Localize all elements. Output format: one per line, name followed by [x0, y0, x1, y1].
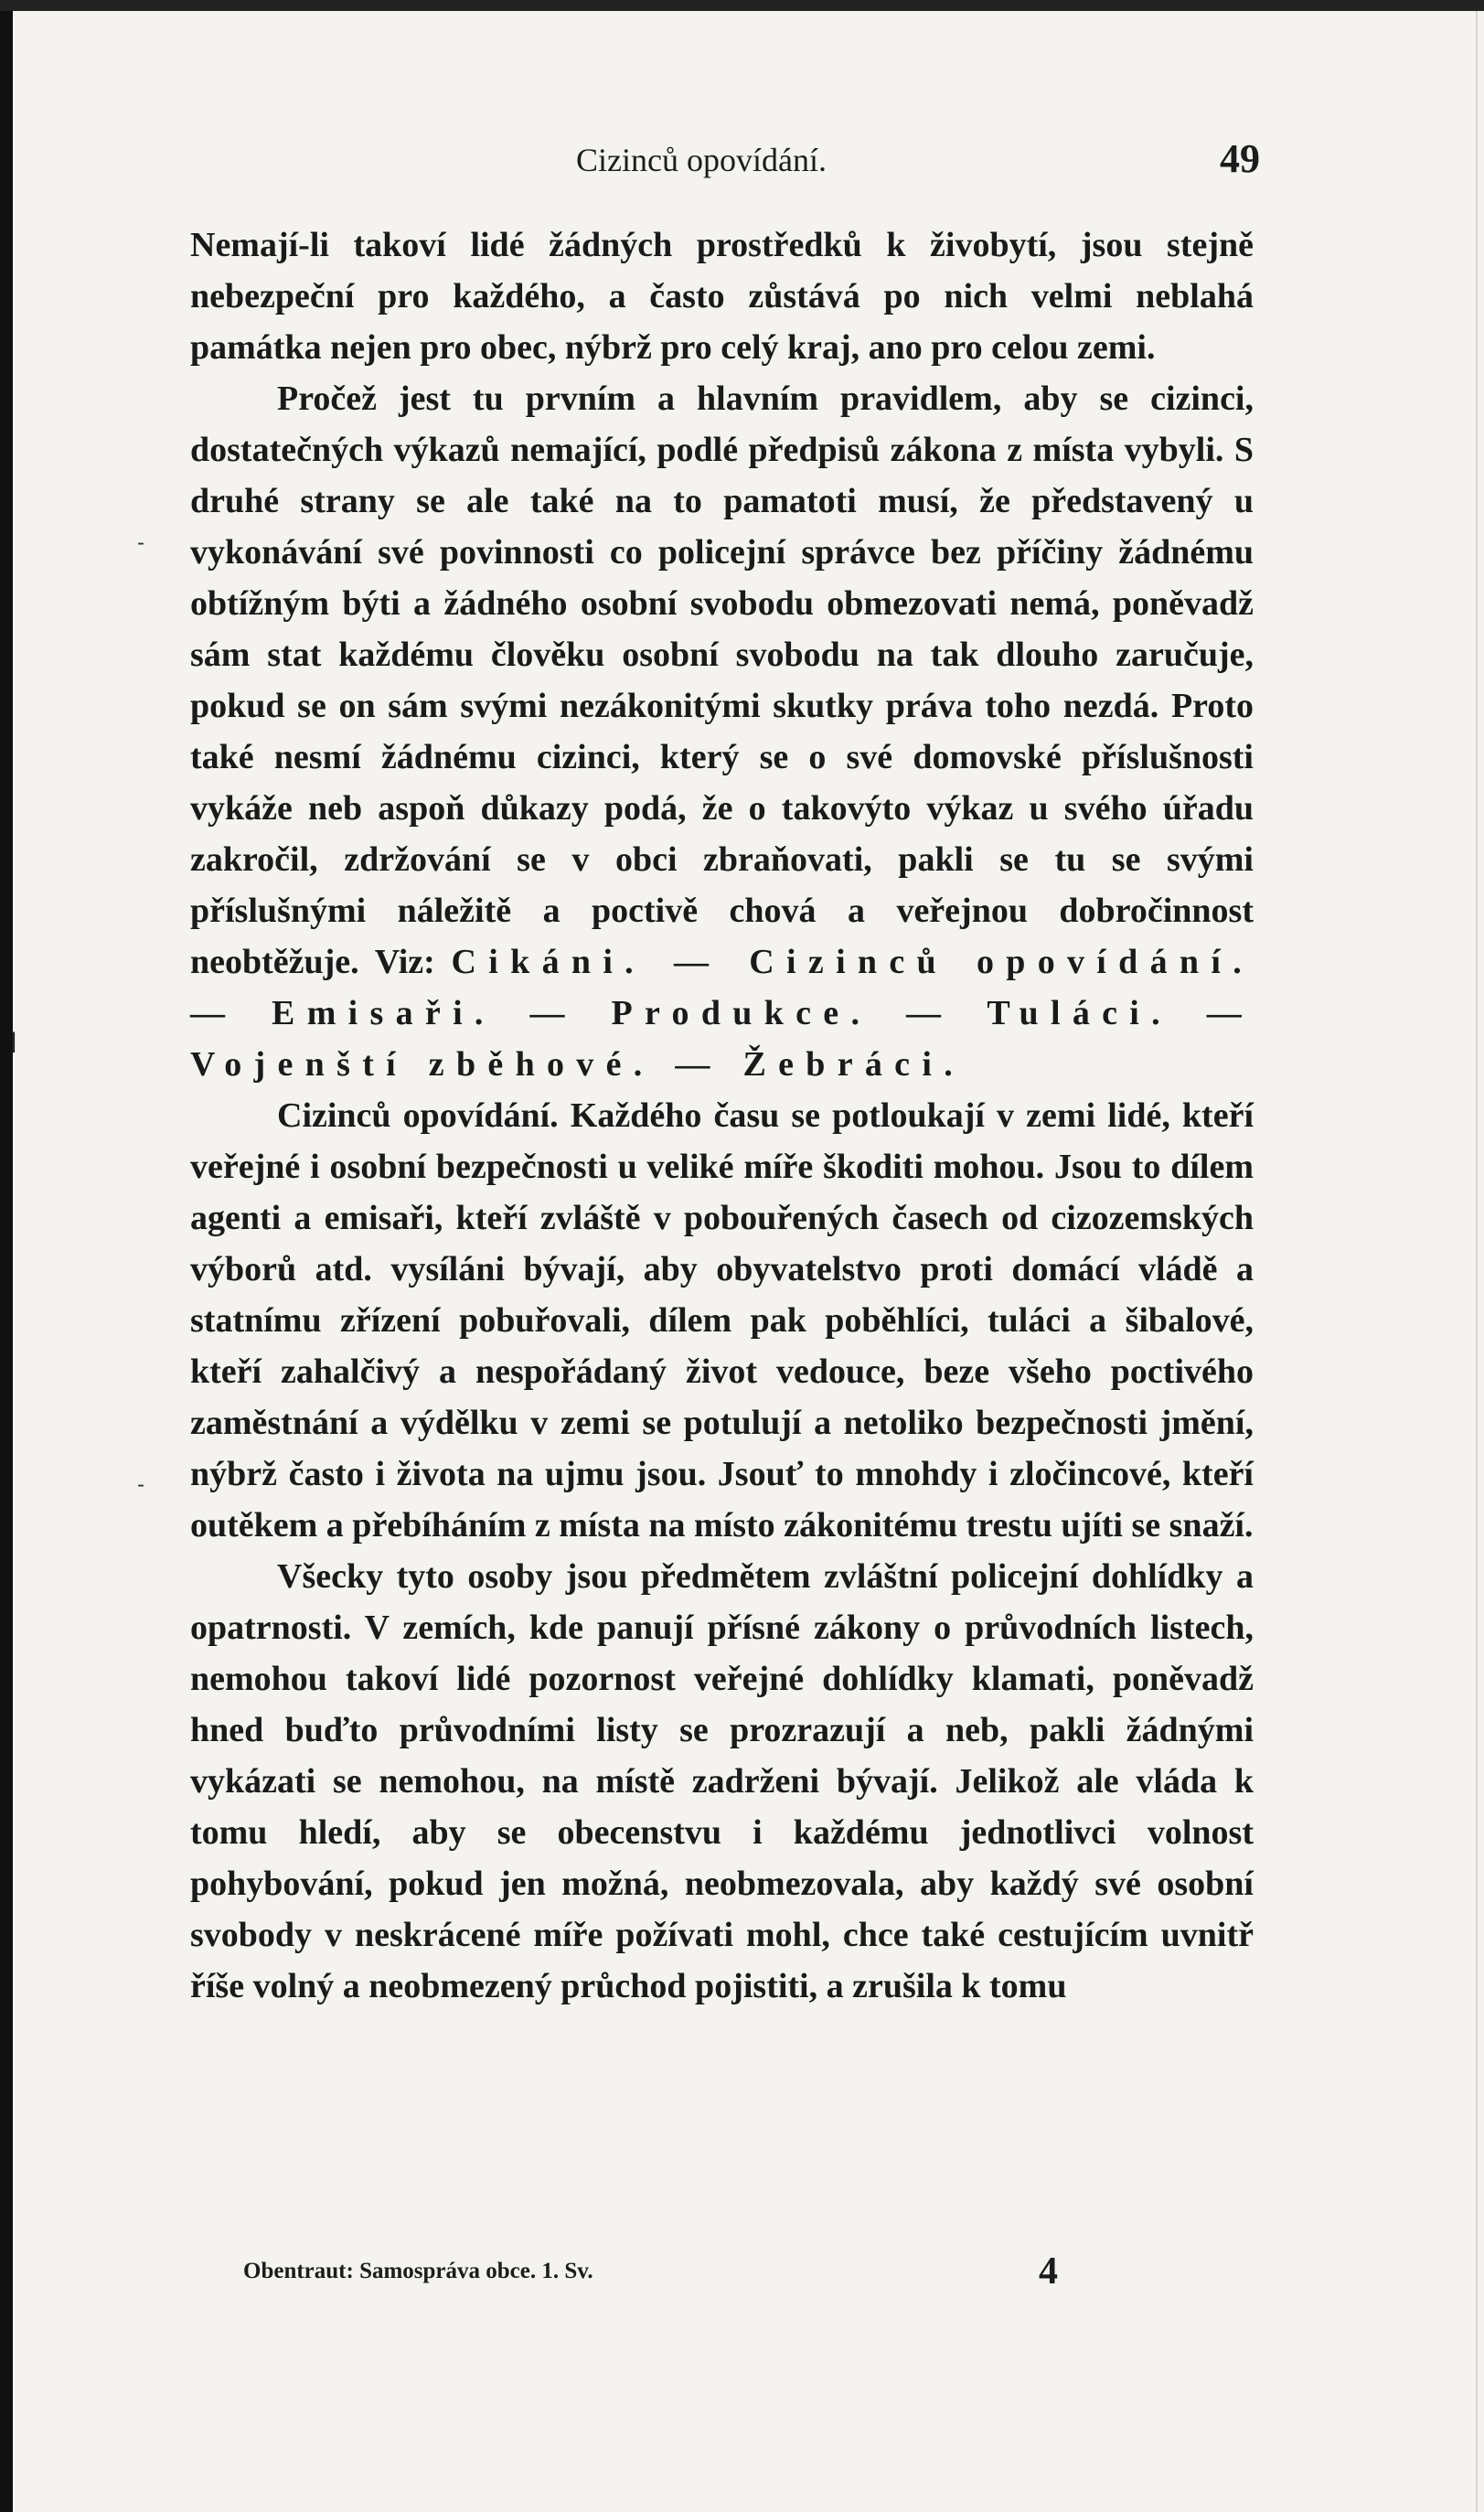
sheet-number: 4	[1039, 2250, 1058, 2293]
paragraph-1	[190, 219, 1254, 373]
paragraph-4-text: Všecky tyto osoby jsou předmětem zvláštní policejní dohlídky a opatrnosti. V zemích, kde panují přísné zákony o průvodních listech, nemohou takoví lidé pozornost veřejné dohlídky klamati, poněvadž hned buďto průvodními listy se prozrazují a neb, pakli žádnými vykázati se nemohou, na místě zadrženi bývají. Jelikož ale vláda k tomu hledí, aby se obecenstvu i každému jednotlivci volnost pohybování, pokud jen možná, neobmezovala, aby každý své osobní svobody v neskrácené míře požívati mohl, chce také cestujícím uvnitř říše volný a neobmezený průchod pojistiti, a zrušila k tomu	[190, 1557, 1254, 2005]
running-header	[183, 135, 1260, 190]
margin-tick-mark: |	[11, 1029, 17, 1053]
paragraph-3	[190, 1090, 1254, 1551]
page-body	[190, 219, 1254, 2012]
paragraph-2-text: Pročež jest tu prvním a hlavním pravidlem, aby se cizinci, dostatečných výkazů nemající, podlé předpisů zákona z místa vybyli. S druhé strany se ale také na to pamatoti musí, že představený u vykonávání své povinnosti co policejní správce bez příčiny žádnému obtížným býti a žádného osobní svobodu obmezovati nemá, poněvadž sám stat každému člověku osobní svobodu na tak dlouho zaručuje, pokud se on sám svými nezákonitými skutky práva toho nezdá. Proto také nesmí žádnému cizinci, který se o své domovské příslušnosti vykáže neb aspoň důkazy podá, že o takovýto výkaz u svého úřadu zakročil, zdržování se v obci zbraňovati, pakli se tu se svými příslušnými náležitě a poctivě chová a veřejnou dobročinnost neobtěžuje. Viz:	[190, 379, 1254, 981]
paragraph-4	[190, 1551, 1254, 2012]
scan-border-left	[0, 0, 13, 2512]
page-number: 49	[1220, 136, 1260, 181]
paragraph-3-text: Každého času se potloukají v zemi lidé, kteří veřejné i osobní bezpečnosti u veliké míře škoditi mohou. Jsou to dílem agenti a emisaři, kteří zvláště v pobouřených časech od cizozemských výborů atd. vysíláni bývají, aby obyvatelstvo proti domácí vládě a statnímu zřízení pobuřovali, dílem pak poběhlíci, tuláci a šibalové, kteří zahalčivý a nespořádaný život vedouce, beze všeho poctivého zaměstnání a výdělku v zemi se potulují a netoliko bezpečnosti jmění, nýbrž často i života na ujmu jsou. Jsouť to mnohdy i zločincové, kteří outěkem a přebíháním z místa na místo zákonitému trestu ujíti se snaží.	[190, 1096, 1254, 1545]
page-edge	[1476, 11, 1478, 2512]
margin-dash-mark: -	[137, 530, 144, 555]
footer-signature: Obentraut: Samospráva obce. 1. Sv.	[243, 2259, 593, 2283]
paragraph-1-text: Nemají-li takoví lidé žádných prostředků k živobytí, jsou stejně nebezpeční pro každého, a často zůstává po nich velmi neblahá památka nejen pro obec, nýbrž pro celý kraj, ano pro celou zemi.	[190, 226, 1254, 367]
margin-dash-mark: -	[137, 1472, 144, 1497]
paragraph-2	[190, 373, 1254, 1090]
entry-term: Cizinců opovídání.	[277, 1096, 559, 1135]
cross-references: Cikáni. — Cizinců opovídání. — Emisaři. — Produkce. — Tuláci. — Vojenští zběhové. — Žebráci.	[190, 943, 1254, 1084]
scan-border-top	[0, 0, 1484, 11]
header-title: Cizinců opovídání.	[576, 142, 827, 178]
